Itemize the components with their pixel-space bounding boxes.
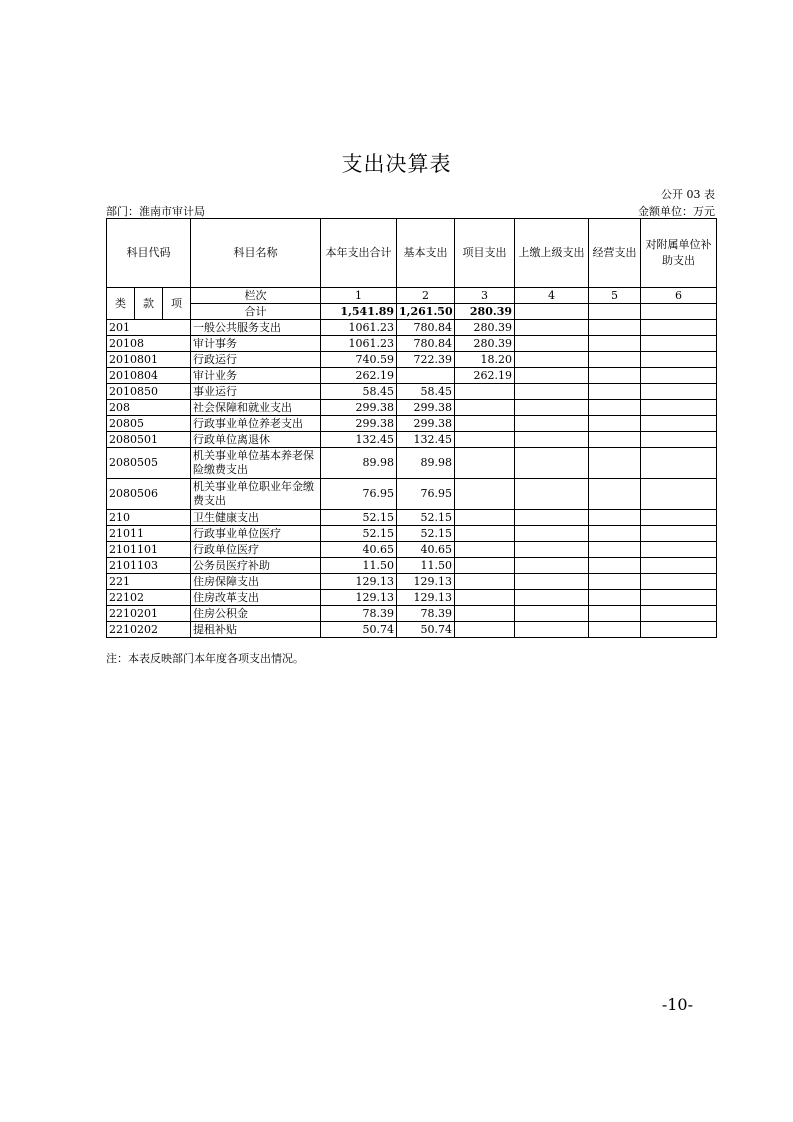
sum-label: 合计 [191,304,321,320]
row-basic: 40.65 [397,542,455,558]
row-basic: 52.15 [397,526,455,542]
column-number-row [107,288,717,304]
row-business [589,526,641,542]
row-upper [515,622,589,638]
row-project [455,510,515,526]
row-name: 行政单位医疗 [191,542,321,558]
row-upper [515,432,589,448]
row-total: 89.98 [321,448,397,479]
row-code: 2210202 [107,622,191,638]
header-business: 经营支出 [589,219,641,288]
row-code: 2101103 [107,558,191,574]
row-basic: 78.39 [397,606,455,622]
row-project: 262.19 [455,368,515,384]
row-code: 21011 [107,526,191,542]
row-name: 行政事业单位养老支出 [191,416,321,432]
row-name: 住房改革支出 [191,590,321,606]
row-subsidy [641,368,717,384]
row-upper [515,590,589,606]
table-row [107,558,717,574]
row-upper [515,606,589,622]
row-upper [515,368,589,384]
row-total: 129.13 [321,574,397,590]
header-kuan: 款 [135,288,163,320]
table-row [107,510,717,526]
row-upper [515,542,589,558]
table-row [107,416,717,432]
row-basic: 299.38 [397,416,455,432]
row-upper [515,400,589,416]
row-name: 一般公共服务支出 [191,320,321,336]
form-number: 公开 03 表 [661,188,715,201]
sum-total: 1,541.89 [321,304,397,320]
row-basic [397,368,455,384]
header-project: 项目支出 [455,219,515,288]
row-subsidy [641,622,717,638]
row-project [455,606,515,622]
row-total: 76.95 [321,479,397,510]
header-code: 科目代码 [107,219,191,288]
row-business [589,336,641,352]
row-business [589,542,641,558]
table-row [107,526,717,542]
row-total: 132.45 [321,432,397,448]
sum-business [589,304,641,320]
row-basic: 129.13 [397,590,455,606]
row-project: 280.39 [455,320,515,336]
col-number-5: 5 [589,288,641,304]
sum-basic: 1,261.50 [397,304,455,320]
row-name: 行政运行 [191,352,321,368]
table-row [107,574,717,590]
row-business [589,590,641,606]
row-basic: 11.50 [397,558,455,574]
col-number-2: 2 [397,288,455,304]
row-business [589,606,641,622]
table-row [107,352,717,368]
row-project [455,400,515,416]
row-project [455,526,515,542]
page-number: -10- [661,995,693,1014]
row-subsidy [641,448,717,479]
row-business [589,352,641,368]
row-total: 52.15 [321,526,397,542]
page-title: 支出决算表 [341,152,452,176]
row-upper [515,574,589,590]
row-business [589,400,641,416]
row-upper [515,448,589,479]
row-code: 2010801 [107,352,191,368]
row-code: 208 [107,400,191,416]
row-basic: 722.39 [397,352,455,368]
header-basic: 基本支出 [397,219,455,288]
row-subsidy [641,400,717,416]
row-business [589,432,641,448]
row-subsidy [641,558,717,574]
row-project [455,542,515,558]
row-business [589,448,641,479]
row-total: 50.74 [321,622,397,638]
row-name: 事业运行 [191,384,321,400]
row-name: 审计业务 [191,368,321,384]
row-total: 299.38 [321,400,397,416]
row-subsidy [641,606,717,622]
row-project: 18.20 [455,352,515,368]
row-business [589,479,641,510]
row-subsidy [641,574,717,590]
row-business [589,320,641,336]
table-row [107,606,717,622]
row-project [455,574,515,590]
row-code: 210 [107,510,191,526]
header-name: 科目名称 [191,219,321,288]
row-code: 2080501 [107,432,191,448]
row-total: 78.39 [321,606,397,622]
row-subsidy [641,510,717,526]
row-name: 住房公积金 [191,606,321,622]
row-code: 2010850 [107,384,191,400]
row-upper [515,526,589,542]
row-subsidy [641,416,717,432]
col-number-6: 6 [641,288,717,304]
row-business [589,384,641,400]
row-project [455,479,515,510]
row-code: 20108 [107,336,191,352]
row-code: 22102 [107,590,191,606]
table-row [107,336,717,352]
row-name: 行政单位离退休 [191,432,321,448]
row-project [455,416,515,432]
row-upper [515,479,589,510]
row-code: 2080505 [107,448,191,479]
header-subsidy: 对附属单位补助支出 [641,219,717,288]
row-basic: 299.38 [397,400,455,416]
row-upper [515,336,589,352]
row-name: 机关事业单位职业年金缴费支出 [191,479,321,510]
row-name: 提租补贴 [191,622,321,638]
row-name: 社会保障和就业支出 [191,400,321,416]
row-total: 11.50 [321,558,397,574]
col-number-4: 4 [515,288,589,304]
row-basic: 89.98 [397,448,455,479]
table-note: 注：本表反映部门本年度各项支出情况。 [106,652,304,665]
row-subsidy [641,590,717,606]
table-row [107,368,717,384]
row-project [455,384,515,400]
row-subsidy [641,526,717,542]
row-project [455,622,515,638]
row-total: 129.13 [321,590,397,606]
table-row [107,400,717,416]
expenditure-table [106,218,717,638]
row-upper [515,384,589,400]
row-code: 20805 [107,416,191,432]
sum-subsidy [641,304,717,320]
row-name: 机关事业单位基本养老保险缴费支出 [191,448,321,479]
row-code: 2210201 [107,606,191,622]
row-business [589,558,641,574]
row-basic: 780.84 [397,320,455,336]
header-lanci: 栏次 [191,288,321,304]
row-name: 卫生健康支出 [191,510,321,526]
row-business [589,416,641,432]
row-subsidy [641,320,717,336]
row-total: 58.45 [321,384,397,400]
header-lei: 类 [107,288,135,320]
row-basic: 50.74 [397,622,455,638]
row-total: 262.19 [321,368,397,384]
table-row [107,590,717,606]
sum-row [107,304,717,320]
row-name: 公务员医疗补助 [191,558,321,574]
row-basic: 52.15 [397,510,455,526]
row-name: 行政事业单位医疗 [191,526,321,542]
row-project: 280.39 [455,336,515,352]
table-row [107,542,717,558]
col-number-3: 3 [455,288,515,304]
table-row [107,479,717,510]
row-code: 2010804 [107,368,191,384]
row-project [455,590,515,606]
row-total: 299.38 [321,416,397,432]
table-row [107,622,717,638]
col-number-1: 1 [321,288,397,304]
row-code: 2080506 [107,479,191,510]
sum-project: 280.39 [455,304,515,320]
sum-upper [515,304,589,320]
table-row [107,384,717,400]
table-row [107,320,717,336]
row-total: 740.59 [321,352,397,368]
row-subsidy [641,352,717,368]
row-basic: 76.95 [397,479,455,510]
department-label: 部门：淮南市审计局 [106,205,205,218]
header-total: 本年支出合计 [321,219,397,288]
row-upper [515,320,589,336]
row-subsidy [641,336,717,352]
unit-label: 金额单位：万元 [638,205,715,218]
row-project [455,432,515,448]
row-subsidy [641,432,717,448]
row-total: 1061.23 [321,336,397,352]
row-upper [515,510,589,526]
row-total: 40.65 [321,542,397,558]
table-row [107,448,717,479]
header-upper: 上缴上级支出 [515,219,589,288]
row-upper [515,416,589,432]
row-business [589,368,641,384]
row-basic: 780.84 [397,336,455,352]
row-code: 2101101 [107,542,191,558]
header-row [107,219,717,288]
row-total: 52.15 [321,510,397,526]
row-business [589,510,641,526]
row-subsidy [641,384,717,400]
header-xiang: 项 [163,288,191,320]
row-upper [515,558,589,574]
row-business [589,622,641,638]
row-subsidy [641,542,717,558]
row-upper [515,352,589,368]
row-name: 审计事务 [191,336,321,352]
row-project [455,558,515,574]
row-project [455,448,515,479]
row-code: 221 [107,574,191,590]
row-total: 1061.23 [321,320,397,336]
row-subsidy [641,479,717,510]
row-basic: 132.45 [397,432,455,448]
row-basic: 129.13 [397,574,455,590]
row-name: 住房保障支出 [191,574,321,590]
row-code: 201 [107,320,191,336]
table-row [107,432,717,448]
row-basic: 58.45 [397,384,455,400]
row-business [589,574,641,590]
